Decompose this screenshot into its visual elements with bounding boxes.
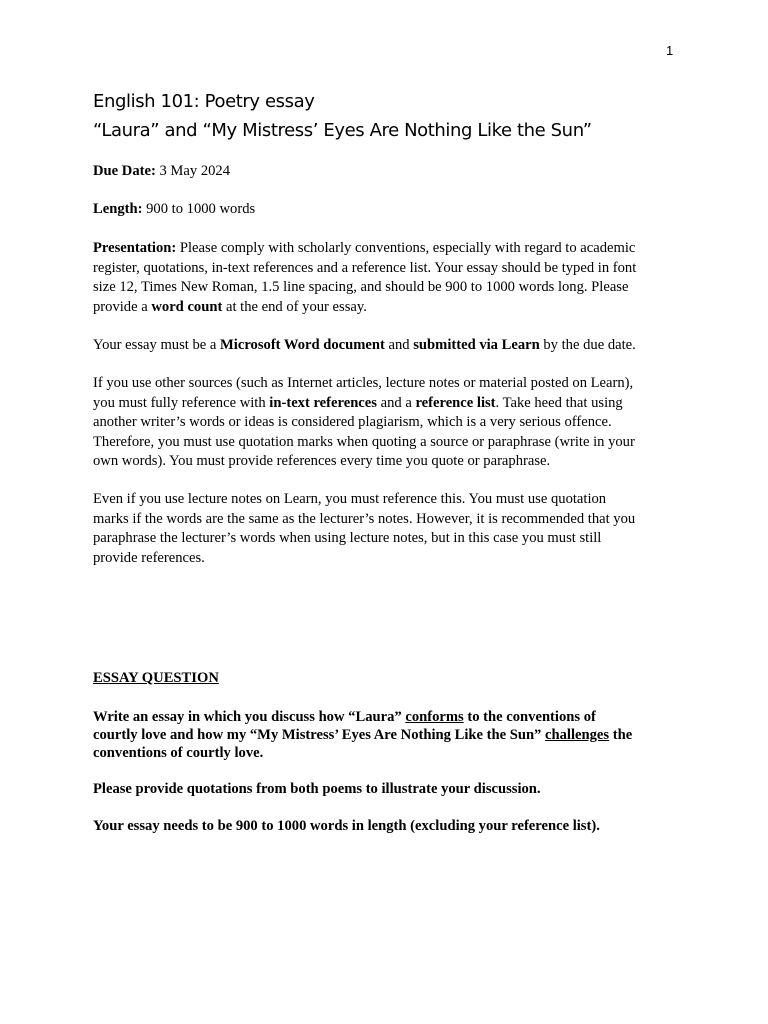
- challenges-emphasis: challenges: [545, 727, 610, 743]
- sources-line-2-post: . Take heed that using: [495, 394, 623, 411]
- word-limit-instruction: [93, 817, 683, 837]
- submission-post: by the due date.: [539, 337, 636, 353]
- sources-line-5: own words). You must provide references every time you quote or paraphrase.: [93, 453, 551, 469]
- presentation-line-4-post: at the end of your essay.: [222, 298, 367, 315]
- presentation-line-1: Please comply with scholarly conventions, especially with regard to academic: [176, 240, 636, 256]
- quotations-instruction: [93, 780, 683, 800]
- lecture-notes-line-4: provide references.: [93, 549, 205, 566]
- word-document-emphasis: Microsoft Word document: [220, 337, 385, 353]
- lecture-notes-line-1: Even if you use lecture notes on Learn, you must reference this. You must use quotation: [93, 491, 607, 507]
- sources-line-2-pre: you must fully reference with: [93, 394, 270, 411]
- essay-question-prompt: [93, 708, 683, 762]
- submission-pre: Your essay must be a: [93, 337, 221, 353]
- sources-line-2-mid: and a: [376, 394, 416, 411]
- question-line-1-pre: Write an essay in which you discuss how “Laura”: [93, 709, 406, 725]
- sources-line-3: another writer’s words or ideas is considered plagiarism, which is a very serious offence.: [93, 414, 612, 430]
- conforms-emphasis: conforms: [405, 709, 464, 725]
- page-number: 1: [666, 43, 674, 58]
- word-count-emphasis: word count: [151, 298, 223, 315]
- essay-title: “Laura” and “My Mistress’ Eyes Are Nothing Like the Sun”: [93, 120, 592, 141]
- essay-question-heading: ESSAY QUESTION: [93, 670, 219, 686]
- presentation-line-4-pre: provide a: [93, 298, 152, 315]
- lecture-notes-paragraph: [93, 490, 683, 568]
- presentation-line-3: size 12, Times New Roman, 1.5 line spacing, and should be 900 to 1000 words long. Please: [93, 279, 629, 295]
- sources-line-4: Therefore, you must use quotation marks when quoting a source or paraphrase (write in your: [93, 433, 635, 450]
- submission-mid: and: [384, 337, 414, 353]
- course-title: English 101: Poetry essay: [93, 91, 315, 112]
- presentation-label: Presentation:: [93, 240, 177, 256]
- due-date-paragraph: [93, 162, 683, 182]
- due-date-label: Due Date:: [93, 163, 156, 179]
- length-value: 900 to 1000 words: [142, 201, 256, 217]
- question-line-3: conventions of courtly love.: [93, 745, 264, 761]
- presentation-paragraph: [93, 239, 683, 317]
- question-line-2-post: the: [609, 727, 633, 743]
- submission-paragraph: [93, 336, 683, 356]
- length-paragraph: [93, 200, 683, 220]
- due-date-value: 3 May 2024: [155, 163, 231, 179]
- in-text-references-emphasis: in-text references: [269, 394, 377, 411]
- question-line-2-pre: courtly love and how my “My Mistress’ Eyes Are Nothing Like the Sun”: [93, 727, 546, 743]
- presentation-line-2: register, quotations, in-text references and a reference list. Your essay should be typed in font: [93, 259, 637, 276]
- word-limit-instruction-text: Your essay needs to be 900 to 1000 words in length (excluding your reference list).: [93, 818, 600, 834]
- lecture-notes-line-2: marks if the words are the same as the lecturer’s notes. However, it is recommended that you: [93, 510, 636, 527]
- lecture-notes-line-3: paraphrase the lecturer’s words when using lecture notes, but in this case you must still: [93, 530, 602, 546]
- sources-line-1: If you use other sources (such as Internet articles, lecture notes or material posted on Learn),: [93, 375, 634, 391]
- sources-paragraph: [93, 374, 683, 472]
- essay-question-heading-block: [93, 669, 683, 689]
- document-heading: [93, 87, 592, 145]
- length-label: Length:: [93, 201, 143, 217]
- quotations-instruction-text: Please provide quotations from both poems to illustrate your discussion.: [93, 781, 541, 797]
- question-line-1-post: to the conventions of: [463, 709, 596, 725]
- submitted-via-learn-emphasis: submitted via Learn: [413, 337, 540, 353]
- reference-list-emphasis: reference list: [415, 394, 496, 411]
